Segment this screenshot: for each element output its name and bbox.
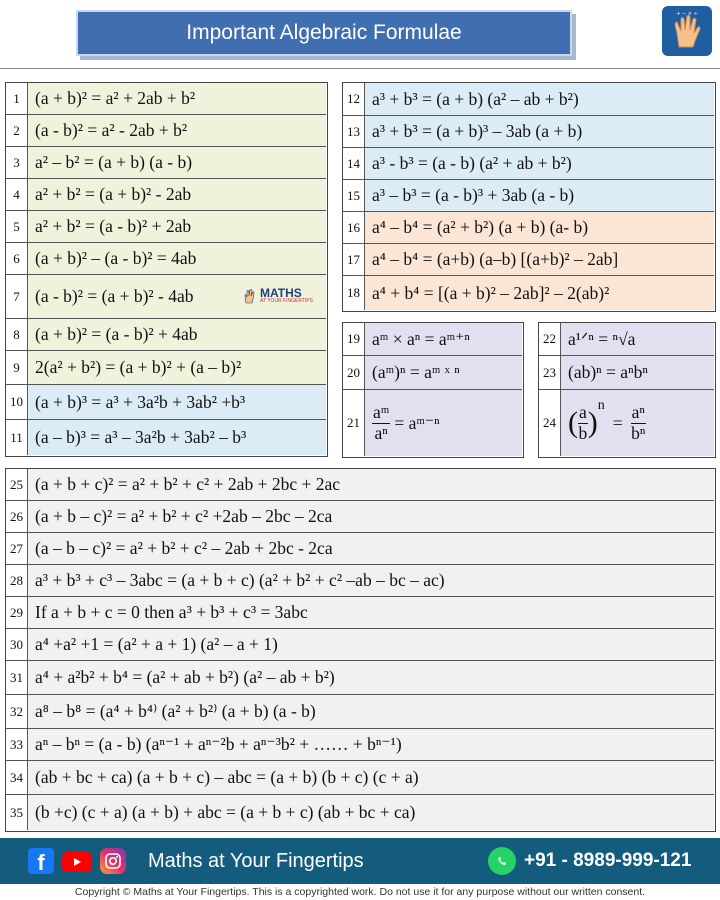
- formula-number: 1: [6, 83, 28, 114]
- formula-row: [343, 212, 714, 244]
- formula-number: 15: [343, 180, 365, 211]
- formula-text: (a + b)² = a² + 2ab + b²: [28, 83, 326, 114]
- watermark-brand: MATHS: [260, 286, 302, 300]
- hand-logo-icon: [662, 6, 712, 56]
- formula-number: 18: [343, 276, 365, 310]
- formula-text: a³ + b³ = (a + b)³ – 3ab (a + b): [365, 116, 714, 147]
- fraction-numerator: aᵐ: [373, 402, 390, 423]
- formula-row: [6, 795, 714, 830]
- formula-row: [6, 420, 326, 455]
- formula-text: a³ - b³ = (a - b) (a² + ab + b²): [365, 148, 714, 179]
- footer-phone[interactable]: +91 - 8989-999-121: [524, 850, 692, 871]
- formula-number: 3: [6, 147, 28, 178]
- formula-number: 28: [6, 565, 28, 596]
- formula-number: 25: [6, 469, 28, 500]
- formula-row: [539, 323, 714, 356]
- page-title: Important Algebraic Formulae: [186, 21, 462, 44]
- formula-row: [539, 390, 714, 456]
- fraction-denominator: aⁿ: [374, 422, 388, 443]
- formula-text: (a - b)² = (a + b)² - 4ab: [28, 275, 326, 318]
- formula-text: ( $\frac{a}{b}$ ) $^n$ = $\frac{\text{aⁿ}}{\text{bⁿ}}$: [561, 390, 714, 456]
- title-banner: [76, 10, 572, 56]
- formula-number: 22: [539, 323, 561, 355]
- formula-row: [6, 695, 714, 729]
- formula-text: a⁴ + b⁴ = [(a + b)² – 2ab]² – 2(ab)²: [365, 276, 714, 310]
- formula-text: (a + b)² – (a - b)² = 4ab: [28, 243, 326, 274]
- formula-row: [6, 115, 326, 147]
- formula-row: [6, 629, 714, 661]
- formula-text: (ab + bc + ca) (a + b + c) – abc = (a + b) (b + c) (c + a): [28, 761, 714, 794]
- formula-table-1: [5, 82, 328, 457]
- formula-row: [343, 276, 714, 310]
- formula-text: (ab)ⁿ = aⁿbⁿ: [561, 356, 714, 389]
- formula-number: 16: [343, 212, 365, 243]
- formula-table-3: [342, 322, 524, 458]
- formula-number: 24: [539, 390, 561, 456]
- formula-number: 19: [343, 323, 365, 355]
- formula-text: [365, 390, 522, 456]
- exponent: n: [597, 398, 605, 413]
- formula-text: (aᵐ)ⁿ = aᵐ ˣ ⁿ: [365, 356, 522, 389]
- formula-text: (b +c) (c + a) (a + b) + abc = (a + b + c) (ab + bc + ca): [28, 795, 714, 830]
- formula-text: (a – b – c)² = a² + b² + c² – 2ab + 2bc - 2ca: [28, 533, 714, 564]
- formula-text: a³ – b³ = (a - b)³ + 3ab (a - b): [365, 180, 714, 211]
- formula-table-4: [538, 322, 716, 458]
- formula-row: [343, 180, 714, 212]
- formula-number: 12: [343, 83, 365, 115]
- formula-row: [6, 319, 326, 351]
- formula-number: 26: [6, 501, 28, 532]
- instagram-icon[interactable]: [100, 848, 126, 874]
- formula-text: If a + b + c = 0 then a³ + b³ + c³ = 3abc: [28, 597, 714, 628]
- formula-number: 6: [6, 243, 28, 274]
- formula-number: 23: [539, 356, 561, 389]
- formula-number: 35: [6, 795, 28, 830]
- fraction-denominator: b: [578, 422, 588, 443]
- formula-number: 29: [6, 597, 28, 628]
- formula-row: [6, 83, 326, 115]
- fraction-numerator: aⁿ: [631, 402, 645, 423]
- formula-text: a² + b² = (a - b)² + 2ab: [28, 211, 326, 242]
- formula-row: [6, 211, 326, 243]
- open-paren: (: [568, 406, 578, 439]
- formula-text: a¹ᐟⁿ = ⁿ√a: [561, 323, 714, 355]
- formula-row: [6, 729, 714, 761]
- formula-table-5: [5, 468, 716, 832]
- youtube-icon[interactable]: [62, 852, 92, 872]
- formula-number: 21: [343, 390, 365, 456]
- formula-text: a⁴ – b⁴ = (a+b) (a–b) [(a+b)² – 2ab]: [365, 244, 714, 275]
- formula-row: [6, 533, 714, 565]
- formula-row: [343, 83, 714, 116]
- formula-number: 7: [6, 275, 28, 318]
- formula-number: 5: [6, 211, 28, 242]
- formula-row: [6, 597, 714, 629]
- footer-bar: [0, 838, 720, 884]
- fraction-numerator: a: [579, 402, 587, 423]
- formula-number: 8: [6, 319, 28, 350]
- formula-row: [6, 243, 326, 275]
- formula-text: a⁴ – b⁴ = (a² + b²) (a + b) (a- b): [365, 212, 714, 243]
- formula-number: 4: [6, 179, 28, 210]
- formula-row: [6, 351, 326, 385]
- formula-row: [6, 147, 326, 179]
- watermark-tagline: AT YOUR FINGERTIPS: [260, 298, 313, 304]
- formula-text: a² + b² = (a + b)² - 2ab: [28, 179, 326, 210]
- formula-text: a³ + b³ = (a + b) (a² – ab + b²): [365, 83, 714, 115]
- formula-row: [6, 469, 714, 501]
- formula-number: 9: [6, 351, 28, 384]
- formula-row: [6, 565, 714, 597]
- formula-number: 20: [343, 356, 365, 389]
- formula-number: 14: [343, 148, 365, 179]
- formula-text: (a – b)³ = a³ – 3a²b + 3ab² – b³: [28, 420, 326, 455]
- formula-table-2: [342, 82, 716, 312]
- formula-number: 31: [6, 661, 28, 694]
- formula-row: [343, 244, 714, 276]
- formula-text: a³ + b³ + c³ – 3abc = (a + b + c) (a² + b² + c² –ab – bc – ac): [28, 565, 714, 596]
- formula-row: [6, 385, 326, 420]
- formula-number: 2: [6, 115, 28, 146]
- formula-number: 11: [6, 420, 28, 455]
- formula-text: (a - b)² = a² - 2ab + b²: [28, 115, 326, 146]
- formula-row: [343, 148, 714, 180]
- formula-row: [6, 501, 714, 533]
- formula-number: 32: [6, 695, 28, 728]
- formula-row: [6, 179, 326, 211]
- hand-small-icon: [242, 288, 258, 304]
- formula-text: (a + b)² = (a - b)² + 4ab: [28, 319, 326, 350]
- footer-brand: Maths at Your Fingertips: [148, 849, 364, 872]
- formula-text: (a + b + c)² = a² + b² + c² + 2ab + 2bc + 2ac: [28, 469, 714, 500]
- formula-row: [343, 323, 522, 356]
- formula-row: [6, 761, 714, 795]
- formula-row: [539, 356, 714, 390]
- close-paren: ): [587, 406, 598, 439]
- formula-text: aⁿ – bⁿ = (a - b) (aⁿ⁻¹ + aⁿ⁻²b + aⁿ⁻³b² + …… + bⁿ⁻¹): [28, 729, 714, 760]
- formula-row: [343, 116, 714, 148]
- svg-text:+ − × ÷: + − × ÷: [676, 11, 698, 17]
- whatsapp-icon[interactable]: [488, 847, 516, 875]
- formula-number: 13: [343, 116, 365, 147]
- formula-number: 27: [6, 533, 28, 564]
- formula-text: (a + b)³ = a³ + 3a²b + 3ab² +b³: [28, 385, 326, 419]
- formula-row: [343, 390, 522, 456]
- formula-number: 30: [6, 629, 28, 660]
- formula-rhs: = aᵐ⁻ⁿ: [394, 412, 440, 433]
- formula-text: a² – b² = (a + b) (a - b): [28, 147, 326, 178]
- formula-text: 2(a² + b²) = (a + b)² + (a – b)²: [28, 351, 326, 384]
- fraction-denominator: bⁿ: [631, 422, 646, 443]
- copyright-notice: Copyright © Maths at Your Fingertips. This is a copyrighted work. Do not use it for any purpose without our written consent.: [0, 884, 720, 900]
- formula-text: aᵐ × aⁿ = aᵐ⁺ⁿ: [365, 323, 522, 355]
- formula-number: 34: [6, 761, 28, 794]
- formula-text: a⁴ +a² +1 = (a² + a + 1) (a² – a + 1): [28, 629, 714, 660]
- formula-number: 17: [343, 244, 365, 275]
- formula-row: [6, 661, 714, 695]
- header-divider: [0, 68, 720, 69]
- formula-text: a⁴ + a²b² + b⁴ = (a² + ab + b²) (a² – ab + b²): [28, 661, 714, 694]
- formula-row: [343, 356, 522, 390]
- formula-text: a⁸ – b⁸ = (a⁴ + b⁴⁾ (a² + b²⁾ (a + b) (a - b): [28, 695, 714, 728]
- formula-number: 33: [6, 729, 28, 760]
- maths-watermark-logo: [242, 287, 313, 304]
- formula-text: (a + b – c)² = a² + b² + c² +2ab – 2bc – 2ca: [28, 501, 714, 532]
- formula-number: 10: [6, 385, 28, 419]
- facebook-icon[interactable]: f: [28, 848, 54, 874]
